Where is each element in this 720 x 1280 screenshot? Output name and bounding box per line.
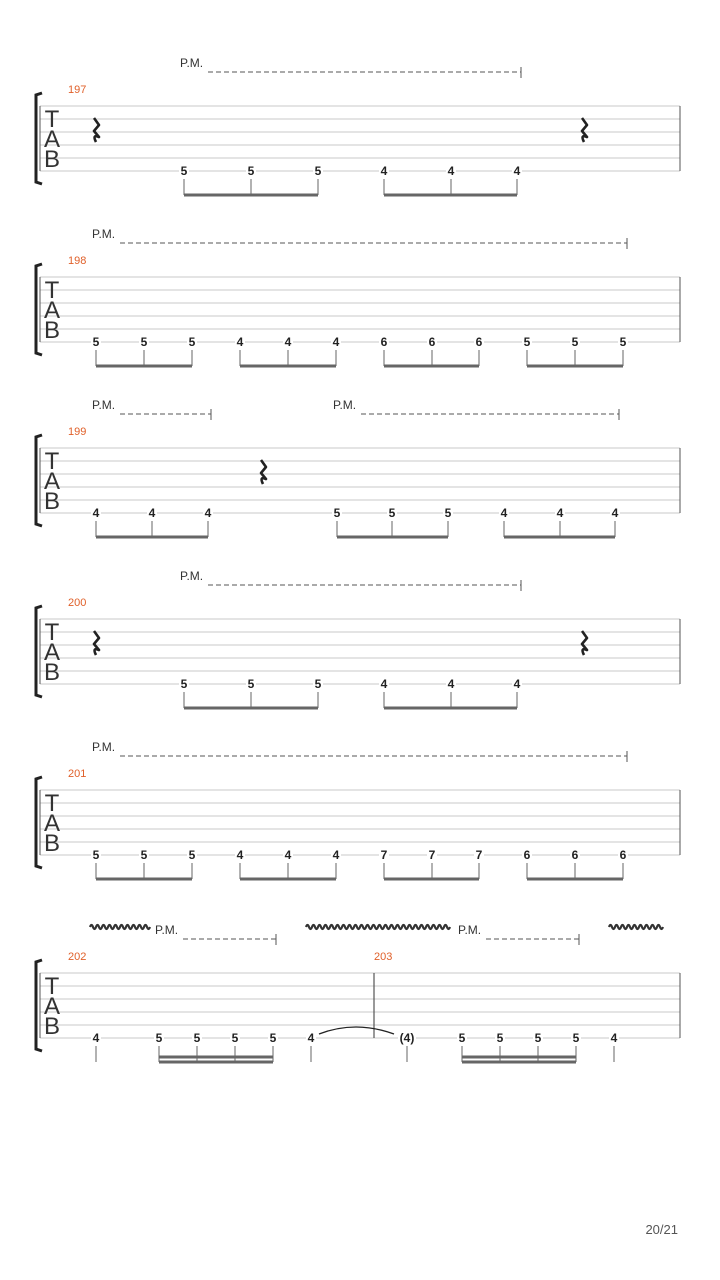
quarter-rest-icon xyxy=(582,118,587,142)
quarter-rest-icon xyxy=(582,631,587,655)
tab-staff-svg xyxy=(0,563,720,743)
fret-number: (4) xyxy=(399,1031,415,1045)
measure-number: 201 xyxy=(68,768,87,780)
fret-number: 4 xyxy=(92,506,100,520)
fret-number: 5 xyxy=(140,335,148,349)
fret-number: 4 xyxy=(380,164,388,178)
fret-number: 5 xyxy=(534,1031,542,1045)
vibrato-icon xyxy=(306,925,450,929)
palm-mute xyxy=(333,398,619,420)
fret-number: 6 xyxy=(523,848,531,862)
tab-clef-letter: A xyxy=(43,468,61,495)
tab-clef-letter: T xyxy=(44,277,60,304)
fret-number: 6 xyxy=(475,335,483,349)
fret-number: 5 xyxy=(92,848,100,862)
quarter-rest-icon xyxy=(261,460,266,484)
fret-number: 5 xyxy=(92,335,100,349)
fret-number: 5 xyxy=(188,335,196,349)
palm-mute xyxy=(92,740,627,762)
fret-number: 5 xyxy=(140,848,148,862)
tab-clef-letter: A xyxy=(43,993,61,1020)
tab-system-6 xyxy=(0,917,720,1097)
fret-number: 5 xyxy=(269,1031,277,1045)
tab-clef-letter: T xyxy=(44,790,60,817)
fret-number: 5 xyxy=(523,335,531,349)
fret-number: 7 xyxy=(475,848,483,862)
tab-clef-letter: A xyxy=(43,126,61,153)
tab-clef-letter: T xyxy=(44,619,60,646)
palm-mute xyxy=(92,227,627,249)
fret-number: 4 xyxy=(513,677,521,691)
palm-mute xyxy=(155,923,276,945)
fret-number: 5 xyxy=(180,677,188,691)
fret-number: 4 xyxy=(92,1031,100,1045)
measure-number: 198 xyxy=(68,255,87,267)
fret-number: 6 xyxy=(619,848,627,862)
measure-number: 200 xyxy=(68,597,87,609)
fret-number: 5 xyxy=(247,164,255,178)
fret-number: 5 xyxy=(572,1031,580,1045)
palm-mute-label: P.M. xyxy=(180,56,204,70)
fret-number: 4 xyxy=(447,677,455,691)
tab-clef-letter: B xyxy=(43,146,61,173)
tie xyxy=(319,1027,394,1034)
fret-number: 5 xyxy=(193,1031,201,1045)
tab-clef-letter: B xyxy=(43,659,61,686)
system-bracket xyxy=(36,606,42,697)
fret-number: 7 xyxy=(380,848,388,862)
measure-number: 202 xyxy=(68,951,87,963)
fret-number: 5 xyxy=(247,677,255,691)
tab-clef-letter: A xyxy=(43,810,61,837)
fret-number: 5 xyxy=(619,335,627,349)
fret-number: 5 xyxy=(314,677,322,691)
system-bracket xyxy=(36,435,42,526)
vibrato-icon xyxy=(609,925,663,929)
quarter-rest-icon xyxy=(94,118,99,142)
tab-clef-letter: T xyxy=(44,448,60,475)
fret-number: 5 xyxy=(188,848,196,862)
fret-number: 4 xyxy=(332,335,340,349)
system-bracket xyxy=(36,93,42,184)
fret-number: 4 xyxy=(447,164,455,178)
measure-number: 197 xyxy=(68,84,87,96)
fret-number: 4 xyxy=(236,848,244,862)
measure-number: 199 xyxy=(68,426,87,438)
palm-mute-label: P.M. xyxy=(458,923,482,937)
palm-mute xyxy=(180,569,521,591)
fret-number: 4 xyxy=(148,506,156,520)
palm-mute-label: P.M. xyxy=(180,569,204,583)
tab-staff-svg xyxy=(0,917,720,1097)
palm-mute xyxy=(458,923,579,945)
tab-clef-letter: A xyxy=(43,297,61,324)
fret-number: 6 xyxy=(428,335,436,349)
tab-system-1 xyxy=(0,50,720,230)
tab-clef-letter: T xyxy=(44,973,60,1000)
fret-number: 4 xyxy=(500,506,508,520)
fret-number: 5 xyxy=(231,1031,239,1045)
fret-number: 4 xyxy=(556,506,564,520)
fret-number: 4 xyxy=(332,848,340,862)
tab-staff-svg xyxy=(0,392,720,572)
palm-mute-label: P.M. xyxy=(92,740,116,754)
tab-system-2 xyxy=(0,221,720,401)
system-bracket xyxy=(36,264,42,355)
fret-number: 4 xyxy=(284,335,292,349)
measure-number: 203 xyxy=(374,951,393,963)
fret-number: 4 xyxy=(611,506,619,520)
fret-number: 7 xyxy=(428,848,436,862)
fret-number: 5 xyxy=(180,164,188,178)
tab-clef-letter: T xyxy=(44,106,60,133)
page-number: 20/21 xyxy=(645,1222,678,1237)
fret-number: 4 xyxy=(236,335,244,349)
fret-number: 5 xyxy=(458,1031,466,1045)
system-bracket xyxy=(36,777,42,868)
palm-mute xyxy=(180,56,521,78)
tab-system-5 xyxy=(0,734,720,914)
fret-number: 4 xyxy=(513,164,521,178)
tab-clef-letter: B xyxy=(43,317,61,344)
fret-number: 5 xyxy=(496,1031,504,1045)
palm-mute-label: P.M. xyxy=(92,398,116,412)
system-bracket xyxy=(36,960,42,1051)
fret-number: 6 xyxy=(571,848,579,862)
fret-number: 5 xyxy=(444,506,452,520)
tab-clef-letter: A xyxy=(43,639,61,666)
palm-mute-label: P.M. xyxy=(155,923,179,937)
tab-clef-letter: B xyxy=(43,1013,61,1040)
fret-number: 5 xyxy=(333,506,341,520)
tab-staff-svg xyxy=(0,50,720,230)
fret-number: 5 xyxy=(155,1031,163,1045)
tab-clef-letter: B xyxy=(43,488,61,515)
tab-system-4 xyxy=(0,563,720,743)
fret-number: 4 xyxy=(204,506,212,520)
fret-number: 4 xyxy=(284,848,292,862)
fret-number: 4 xyxy=(307,1031,315,1045)
quarter-rest-icon xyxy=(94,631,99,655)
palm-mute-label: P.M. xyxy=(333,398,357,412)
tab-staff-svg xyxy=(0,734,720,914)
fret-number: 6 xyxy=(380,335,388,349)
fret-number: 5 xyxy=(314,164,322,178)
palm-mute xyxy=(92,398,211,420)
vibrato-icon xyxy=(90,925,150,929)
tab-clef-letter: B xyxy=(43,830,61,857)
fret-number: 4 xyxy=(380,677,388,691)
fret-number: 5 xyxy=(388,506,396,520)
tab-staff-svg xyxy=(0,221,720,401)
palm-mute-label: P.M. xyxy=(92,227,116,241)
tab-system-3 xyxy=(0,392,720,572)
fret-number: 4 xyxy=(610,1031,618,1045)
fret-number: 5 xyxy=(571,335,579,349)
